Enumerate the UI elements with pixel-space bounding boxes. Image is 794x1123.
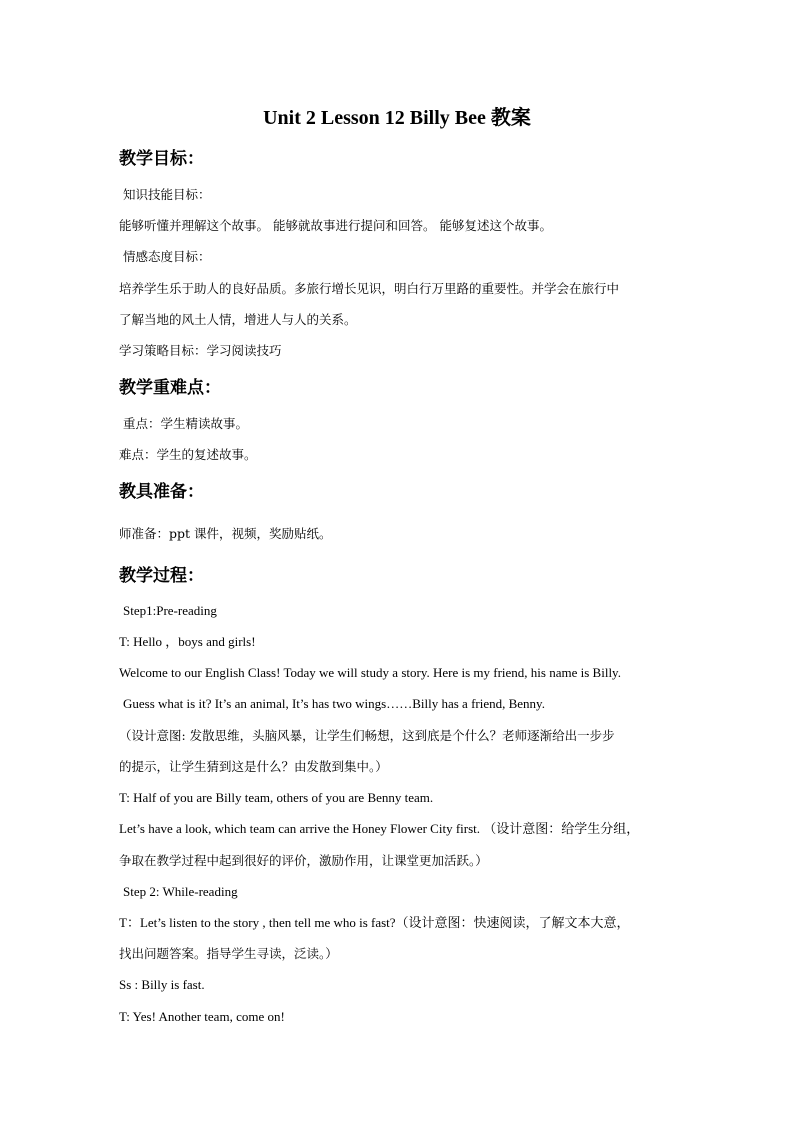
heading-key-points: 教学重难点： — [119, 378, 221, 398]
step1-label: Step1:Pre-reading — [123, 603, 217, 618]
materials-text: 师准备：ppt 课件，视频，奖励贴纸。 — [119, 526, 332, 541]
design-intent-2: 争取在教学过程中起到很好的评价，激励作用，让课堂更加活跃。） — [119, 853, 488, 868]
heading-process: 教学过程： — [119, 566, 204, 586]
step2-label: Step 2: While-reading — [123, 884, 238, 899]
difficult-point: 难点：学生的复述故事。 — [119, 447, 257, 462]
design-intent-1b: 的提示，让学生猜到这是什么？由发散到集中。） — [119, 759, 388, 774]
goal-knowledge-label: 知识技能目标： — [123, 187, 211, 202]
process-line-hello: T: Hello ，boys and girls! — [119, 634, 256, 649]
design-intent-3: 找出问题答案。指导学生寻读，泛读。） — [119, 946, 338, 961]
process-line-teams: T: Half of you are Billy team, others of you are Benny team. — [119, 790, 434, 805]
goal-strategy: 学习策略目标：学习阅读技巧 — [119, 343, 282, 358]
process-line-look: Let’s have a look, which team can arrive the Honey Flower City first. （设计意图：给学生分组， — [119, 821, 640, 836]
document-title: Unit 2 Lesson 12 Billy Bee 教案 — [263, 107, 531, 129]
heading-materials: 教具准备： — [119, 482, 204, 502]
process-line-listen: T：Let’s listen to the story , then tell me who is fast?（设计意图：快速阅读，了解文本大意， — [119, 915, 630, 930]
goal-attitude-label: 情感态度目标： — [123, 249, 211, 264]
process-line-answer: Ss : Billy is fast. — [119, 977, 205, 992]
goal-attitude-text-2: 了解当地的风土人情，增进人与人的关系。 — [119, 312, 357, 327]
goal-knowledge-text: 能够听懂并理解这个故事。 能够就故事进行提问和回答。 能够复述这个故事。 — [119, 218, 552, 233]
process-line-welcome: Welcome to our English Class! Today we will study a story. Here is my friend, his name is Billy. — [119, 665, 621, 680]
design-intent-1a: （设计意图: 发散思维，头脑风暴，让学生们畅想，这到底是个什么？老师逐渐给出一步步 — [119, 728, 615, 743]
key-point: 重点：学生精读故事。 — [123, 416, 249, 431]
heading-teaching-goals: 教学目标： — [119, 149, 204, 169]
process-line-another-team: T: Yes! Another team, come on! — [119, 1009, 285, 1024]
process-line-guess: Guess what is it? It’s an animal, It’s has two wings……Billy has a friend, Benny. — [123, 696, 545, 711]
goal-attitude-text-1: 培养学生乐于助人的良好品质。多旅行增长见识，明白行万里路的重要性。并学会在旅行中 — [119, 281, 620, 296]
